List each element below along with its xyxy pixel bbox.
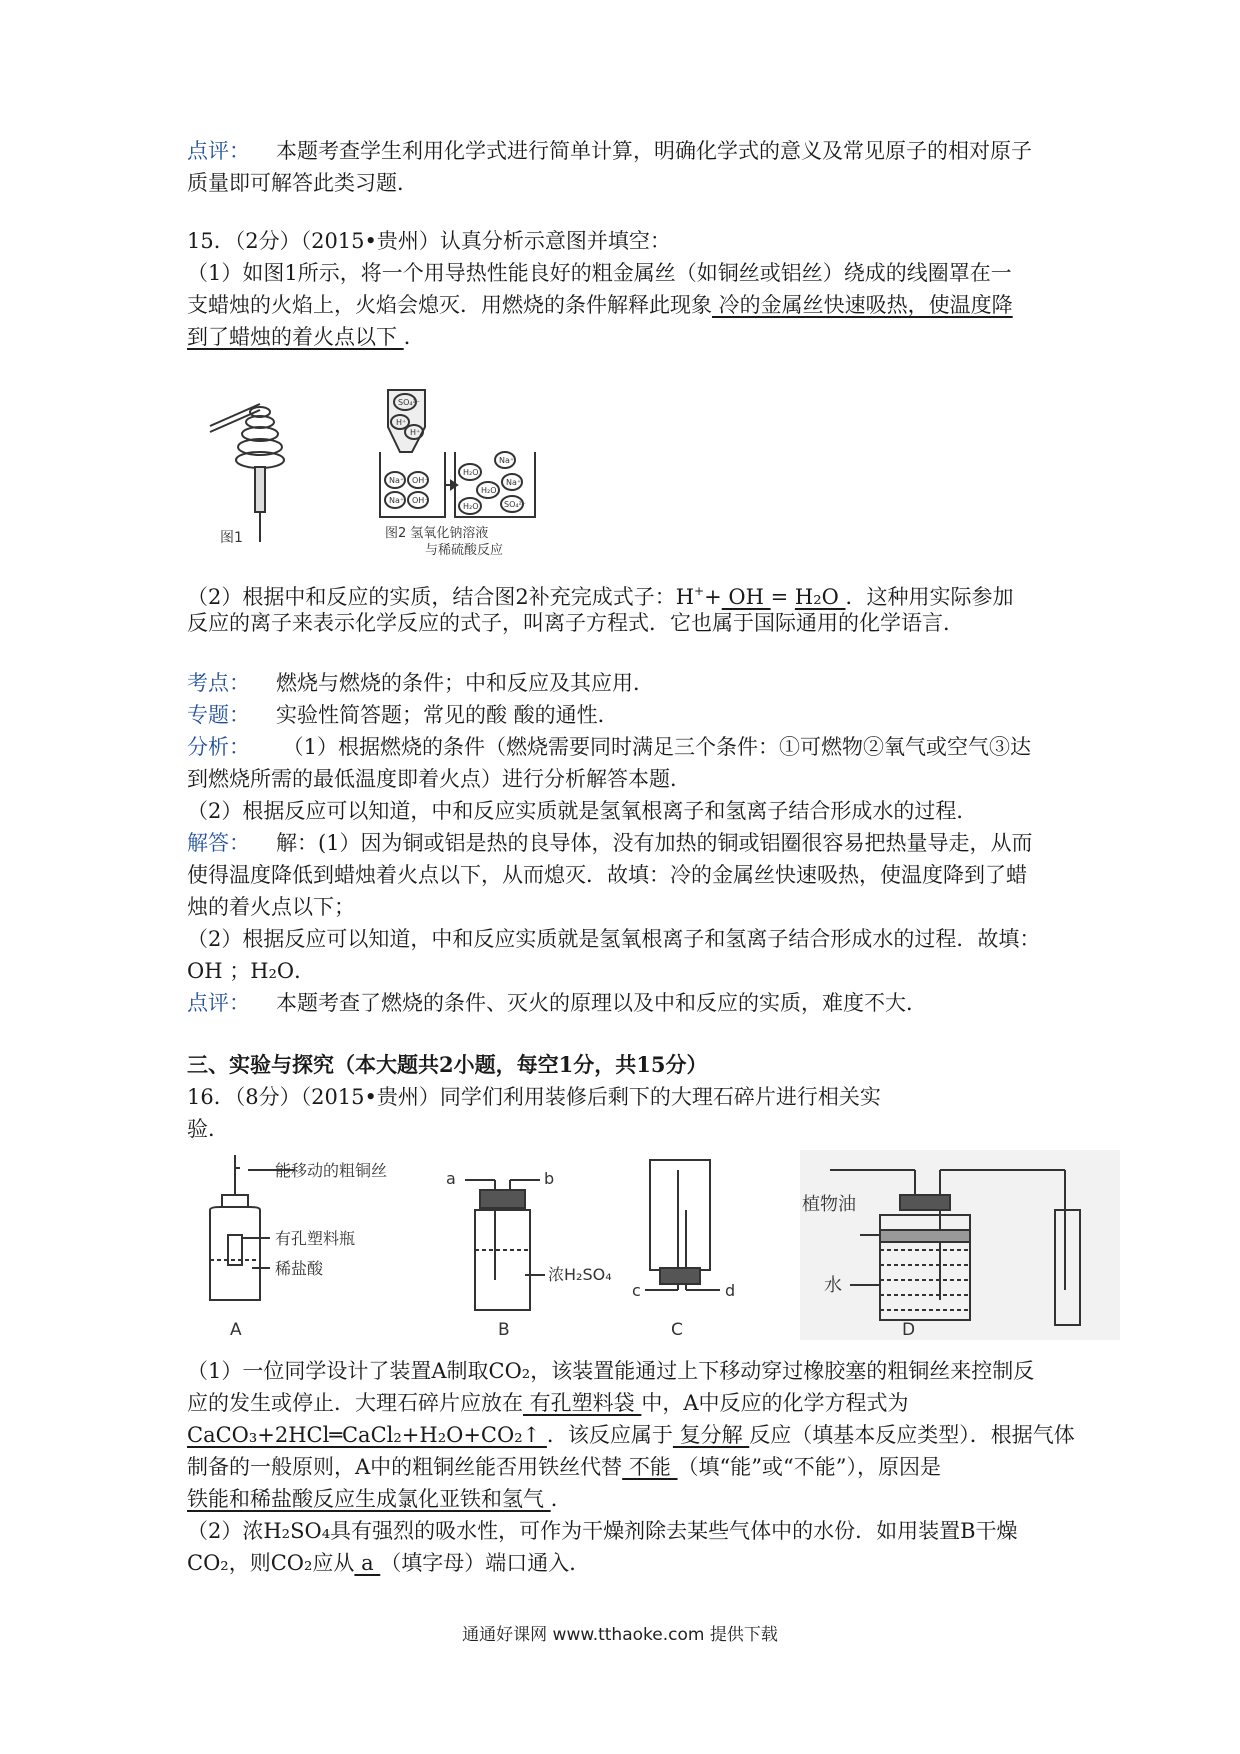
apparatus-c-c: c [632,1281,641,1300]
apparatus-a-acid: 稀盐酸 [275,1259,324,1278]
q15-part2-plus-sign: + [704,585,722,609]
figure-2-caption-1: 图2 氢氧化钠溶液 [385,526,489,541]
fenxi-text-1: （1）根据燃烧的条件（燃烧需要同时满足三个条件：①可燃物②氧气或空气③达 [276,735,1032,759]
apparatus-a-bottle: 有孔塑料瓶 [275,1229,356,1248]
dianping-line [187,988,927,1018]
apparatus-b-label: B [498,1320,510,1340]
q15-part1-answer-b: 到了蜡烛的着火点以下 [187,325,404,349]
fig2-ion-na-1: Na⁺ [389,476,405,485]
jieda-line-1 [187,828,1033,858]
comment-line-1 [187,136,1032,166]
q15-part1-end: ． [403,325,425,349]
zhuanti-line [187,700,619,730]
q16-header-1: 16．（8分）（2015•贵州）同学们利用装修后剩下的大理石碎片进行相关实 [187,1085,881,1109]
apparatus-d-oil: 植物油 [802,1194,856,1215]
fig2-ion-h2o-3: H₂O [463,502,479,511]
q16-p2-answer: a [354,1551,381,1575]
q16-p1-text-4b: （填“能”或“不能”），原因是 [677,1455,941,1479]
fig2-ion-oh-1: OH⁻ [412,476,429,485]
q16-p1-text-3b: 反应（填基本反应类型）．根据气体 [749,1423,1075,1447]
apparatus-d-label: D [902,1320,916,1340]
apparatus-b-b: b [544,1169,555,1188]
q15-part2-line2: 反应的离子来表示化学反应的式子，叫离子方程式．它也属于国际通用的化学语言． [187,611,964,635]
q15-part2-post: ．这种用实际参加 [845,585,1014,609]
q15-part2-text: （2）根据中和反应的实质，结合图2补充完成式子：H [187,585,695,609]
figure-1-caption: 图1 [220,530,243,546]
q15-part2-answer-2: H₂O [794,585,846,609]
q15-part2-line1 [187,576,1014,612]
figure-2-caption-2: 与稀硫酸反应 [425,543,504,558]
q16-p2-text: CO₂，则CO₂应从 [187,1551,355,1575]
q15-part1-line1: （1）如图1所示，将一个用导热性能良好的粗金属丝（如铜丝或铝丝）绕成的线圈罩在一 [187,261,1012,285]
q16-p1-text-4: 制备的一般原则，A中的粗铜丝能否用铁丝代替 [187,1455,623,1479]
q15-part2-plus: + [694,584,705,598]
q16-p1-answer-2: 复分解 [672,1423,750,1447]
fig2-ion-na-4: Na⁺ [506,478,522,487]
kaodian-label: 考点： [187,671,250,695]
kaodian-text: 燃烧与燃烧的条件；中和反应及其应用． [276,671,654,695]
fig2-ion-na-3: Na⁺ [499,456,515,465]
q16-p1-line5 [187,1484,572,1514]
jieda-line-5: OH ；H₂O． [187,959,316,983]
figure-apparatus [200,1150,1130,1340]
comment-label: 点评： [187,139,250,163]
dianping-label: 点评： [187,991,250,1015]
fig2-ion-so4: SO₄²⁻ [398,398,421,407]
apparatus-a-label: A [230,1320,242,1340]
fenxi-line-3: （2）根据反应可以知道，中和反应实质就是氢氧根离子和氢离子结合形成水的过程． [187,799,978,823]
q16-p1-answer-4: 铁能和稀盐酸反应生成氯化亚铁和氢气 [187,1487,551,1511]
figure-1-coil [210,404,284,542]
q16-p1-text-2: 应的发生或停止．大理石碎片应放在 [187,1391,523,1415]
kaodian-line [187,668,654,698]
comment-line-2: 质量即可解答此类习题． [187,171,418,195]
fenxi-line-1 [187,732,1031,762]
fig2-ion-na-2: Na⁺ [389,496,405,505]
zhuanti-label: 专题： [187,703,250,727]
jieda-text-1: 解：(1）因为铜或铝是热的良导体，没有加热的铜或铝圈很容易把热量导走，从而 [276,831,1033,855]
dianping-text: 本题考查了燃烧的条件、灭火的原理以及中和反应的实质，难度不大． [276,991,927,1015]
figure-1-2-drawing [200,382,620,562]
q16-p1-line3 [187,1420,1075,1450]
q15-part2-eq: = [770,585,795,609]
q15-header: 15．（2分）（2015•贵州）认真分析示意图并填空： [187,229,671,253]
apparatus-c-d: d [725,1281,736,1300]
q16-p2-line2 [187,1548,590,1578]
q16-p1-line1: （1）一位同学设计了装置A制取CO₂，该装置能通过上下移动穿过橡胶塞的粗铜丝来控制反 [187,1359,1035,1383]
jieda-line-4: （2）根据反应可以知道，中和反应实质就是氢氧根离子和氢离子结合形成水的过程．故填： [187,927,1041,951]
figure-1-2 [200,382,620,562]
q15-part1-line3 [187,322,425,352]
jieda-line-3: 烛的着火点以下； [187,895,355,919]
q16-p1-answer-1: 有孔塑料袋 [523,1391,642,1415]
apparatus-drawing [200,1150,1130,1340]
page-footer: 通通好课网 www.tthaoke.com 提供下载 [462,1625,778,1645]
apparatus-b-a: a [446,1169,456,1188]
fig2-ion-h-2: H⁺ [410,428,421,437]
q16-p2-text-b: （填字母）端口通入． [380,1551,591,1575]
fenxi-line-2: 到燃烧所需的最低温度即着火点）进行分析解答本题． [187,767,691,791]
jieda-line-2: 使得温度降低到蜡烛着火点以下，从而熄灭．故填：冷的金属丝快速吸热，使温度降到了蜡 [187,863,1027,887]
q16-p1-answer-3: 不能 [622,1455,678,1479]
q15-part1-answer-a: 冷的金属丝快速吸热，使温度降 [712,293,1013,317]
q16-p1-line2 [187,1388,909,1418]
zhuanti-text: 实验性简答题；常见的酸 酸的通性． [276,703,619,727]
apparatus-c-label: C [671,1320,683,1340]
q16-header-2: 验． [187,1117,229,1141]
section-3-title: 三、实验与探究（本大题共2小题，每空1分，共15分） [187,1052,708,1077]
q16-p2-line1: （2）浓H₂SO₄具有强烈的吸水性，可作为干燥剂除去某些气体中的水份．如用装置B干燥 [187,1519,1018,1543]
fenxi-label: 分析： [187,735,250,759]
q15-part2-answer-1: OH [721,585,771,609]
apparatus-b [465,1180,545,1310]
apparatus-d-bg [800,1150,1120,1340]
apparatus-c [645,1160,720,1290]
q16-p1-equation: CaCO₃+2HCl═CaCl₂+H₂O+CO₂↑ [187,1423,547,1447]
fig2-ion-h-1: H⁺ [396,418,407,427]
fig2-ion-h2o-2: H₂O [481,486,497,495]
q16-p1-text-2b: 中，A中反应的化学方程式为 [641,1391,909,1415]
apparatus-b-acid: 浓H₂SO₄ [548,1265,612,1284]
q15-part1-line2 [187,290,1013,320]
jieda-label: 解答： [187,831,250,855]
q16-p1-end: ． [550,1487,572,1511]
fig2-ion-h2o-1: H₂O [463,468,479,477]
q16-p1-text-3: ．该反应属于 [546,1423,673,1447]
apparatus-a-wire: 能移动的粗铜丝 [275,1161,388,1180]
fig2-ion-oh-2: OH⁻ [412,496,429,505]
apparatus-d-water: 水 [824,1275,842,1296]
q15-part1-text: 支蜡烛的火焰上，火焰会熄灭．用燃烧的条件解释此现象 [187,293,712,317]
q16-p1-line4 [187,1452,941,1482]
fig2-ion-so4-2: SO₄²⁻ [504,500,527,509]
comment-text-1: 本题考查学生利用化学式进行简单计算，明确化学式的意义及常见原子的相对原子 [276,139,1032,163]
